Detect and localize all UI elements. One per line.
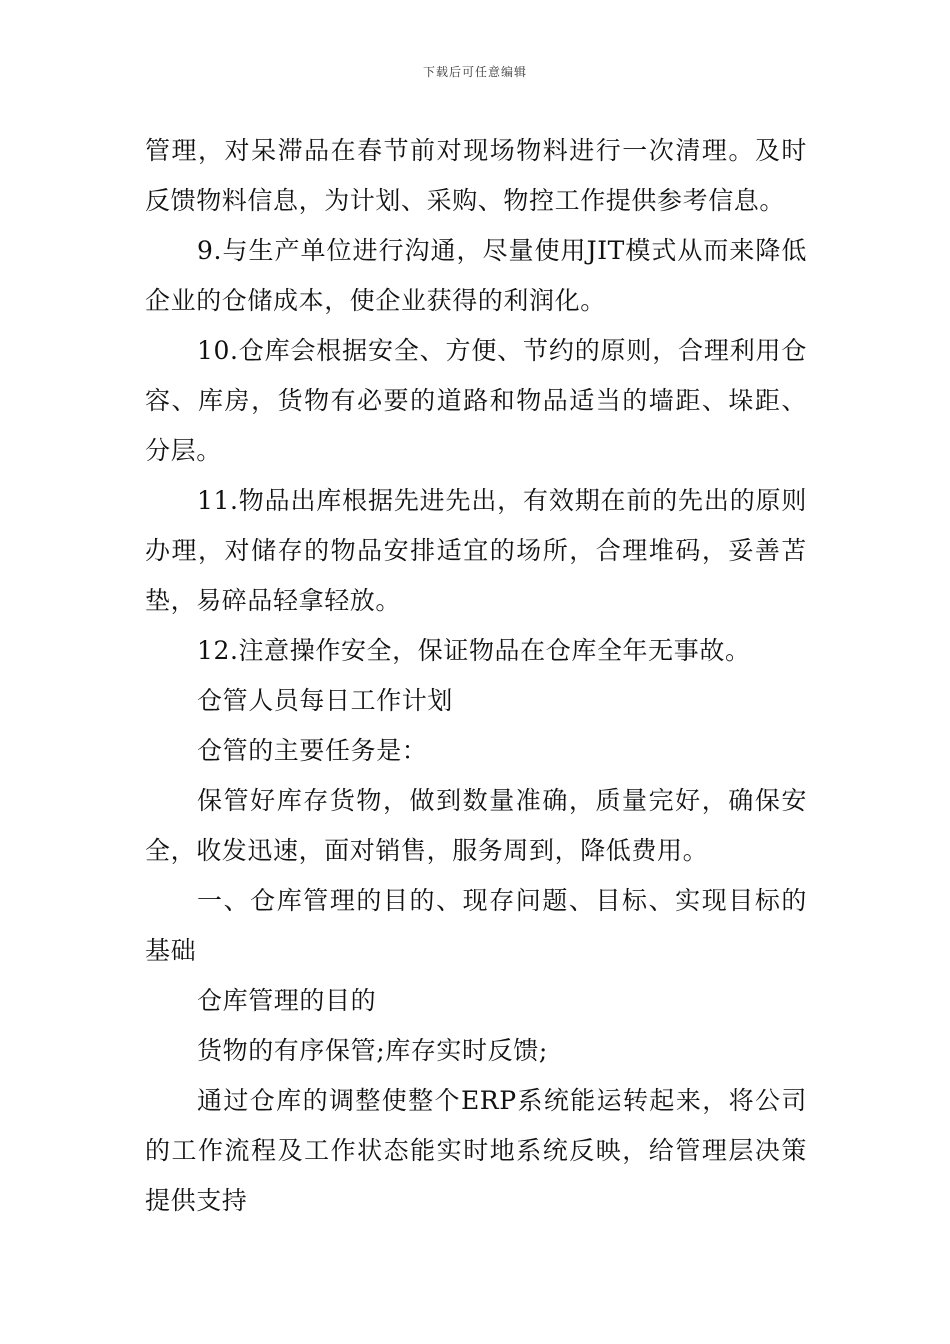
paragraph-main-task-heading: 仓管的主要任务是： bbox=[197, 736, 428, 765]
subheading-purpose: 仓库管理的目的 bbox=[197, 986, 377, 1015]
section-heading-1: 一、仓库管理的目的、现存问题、目标、实现目标的基础 bbox=[145, 886, 807, 965]
paragraph-continuation: 管理，对呆滞品在春节前对现场物料进行一次清理。及时反馈物料信息，为计划、采购、物控工作提供参考信息。 bbox=[145, 136, 807, 215]
page-header: 下载后可任意编辑 bbox=[422, 65, 527, 79]
document-body bbox=[145, 126, 807, 1226]
paragraph-purpose-2: 通过仓库的调整使整个ERP系统能运转起来，将公司的工作流程及工作状态能实时地系统反映，给管理层决策提供支持 bbox=[145, 1086, 807, 1215]
paragraph-item-12: 12.注意操作安全，保证物品在仓库全年无事故。 bbox=[197, 636, 751, 665]
section-title: 仓管人员每日工作计划 bbox=[197, 686, 454, 715]
paragraph-item-10: 10.仓库会根据安全、方便、节约的原则，合理利用仓容、库房，货物有必要的道路和物品适当的墙距、垛距、分层。 bbox=[145, 336, 807, 465]
paragraph-main-task: 保管好库存货物，做到数量准确，质量完好，确保安全，收发迅速，面对销售，服务周到，降低费用。 bbox=[145, 786, 807, 865]
paragraph-item-9: 9.与生产单位进行沟通，尽量使用JIT模式从而来降低企业的仓储成本，使企业获得的利润化。 bbox=[145, 236, 807, 315]
paragraph-item-11: 11.物品出库根据先进先出，有效期在前的先出的原则办理，对储存的物品安排适宜的场所，合理堆码，妥善苫垫，易碎品轻拿轻放。 bbox=[145, 486, 807, 615]
paragraph-purpose-1: 货物的有序保管;库存实时反馈; bbox=[197, 1036, 548, 1065]
